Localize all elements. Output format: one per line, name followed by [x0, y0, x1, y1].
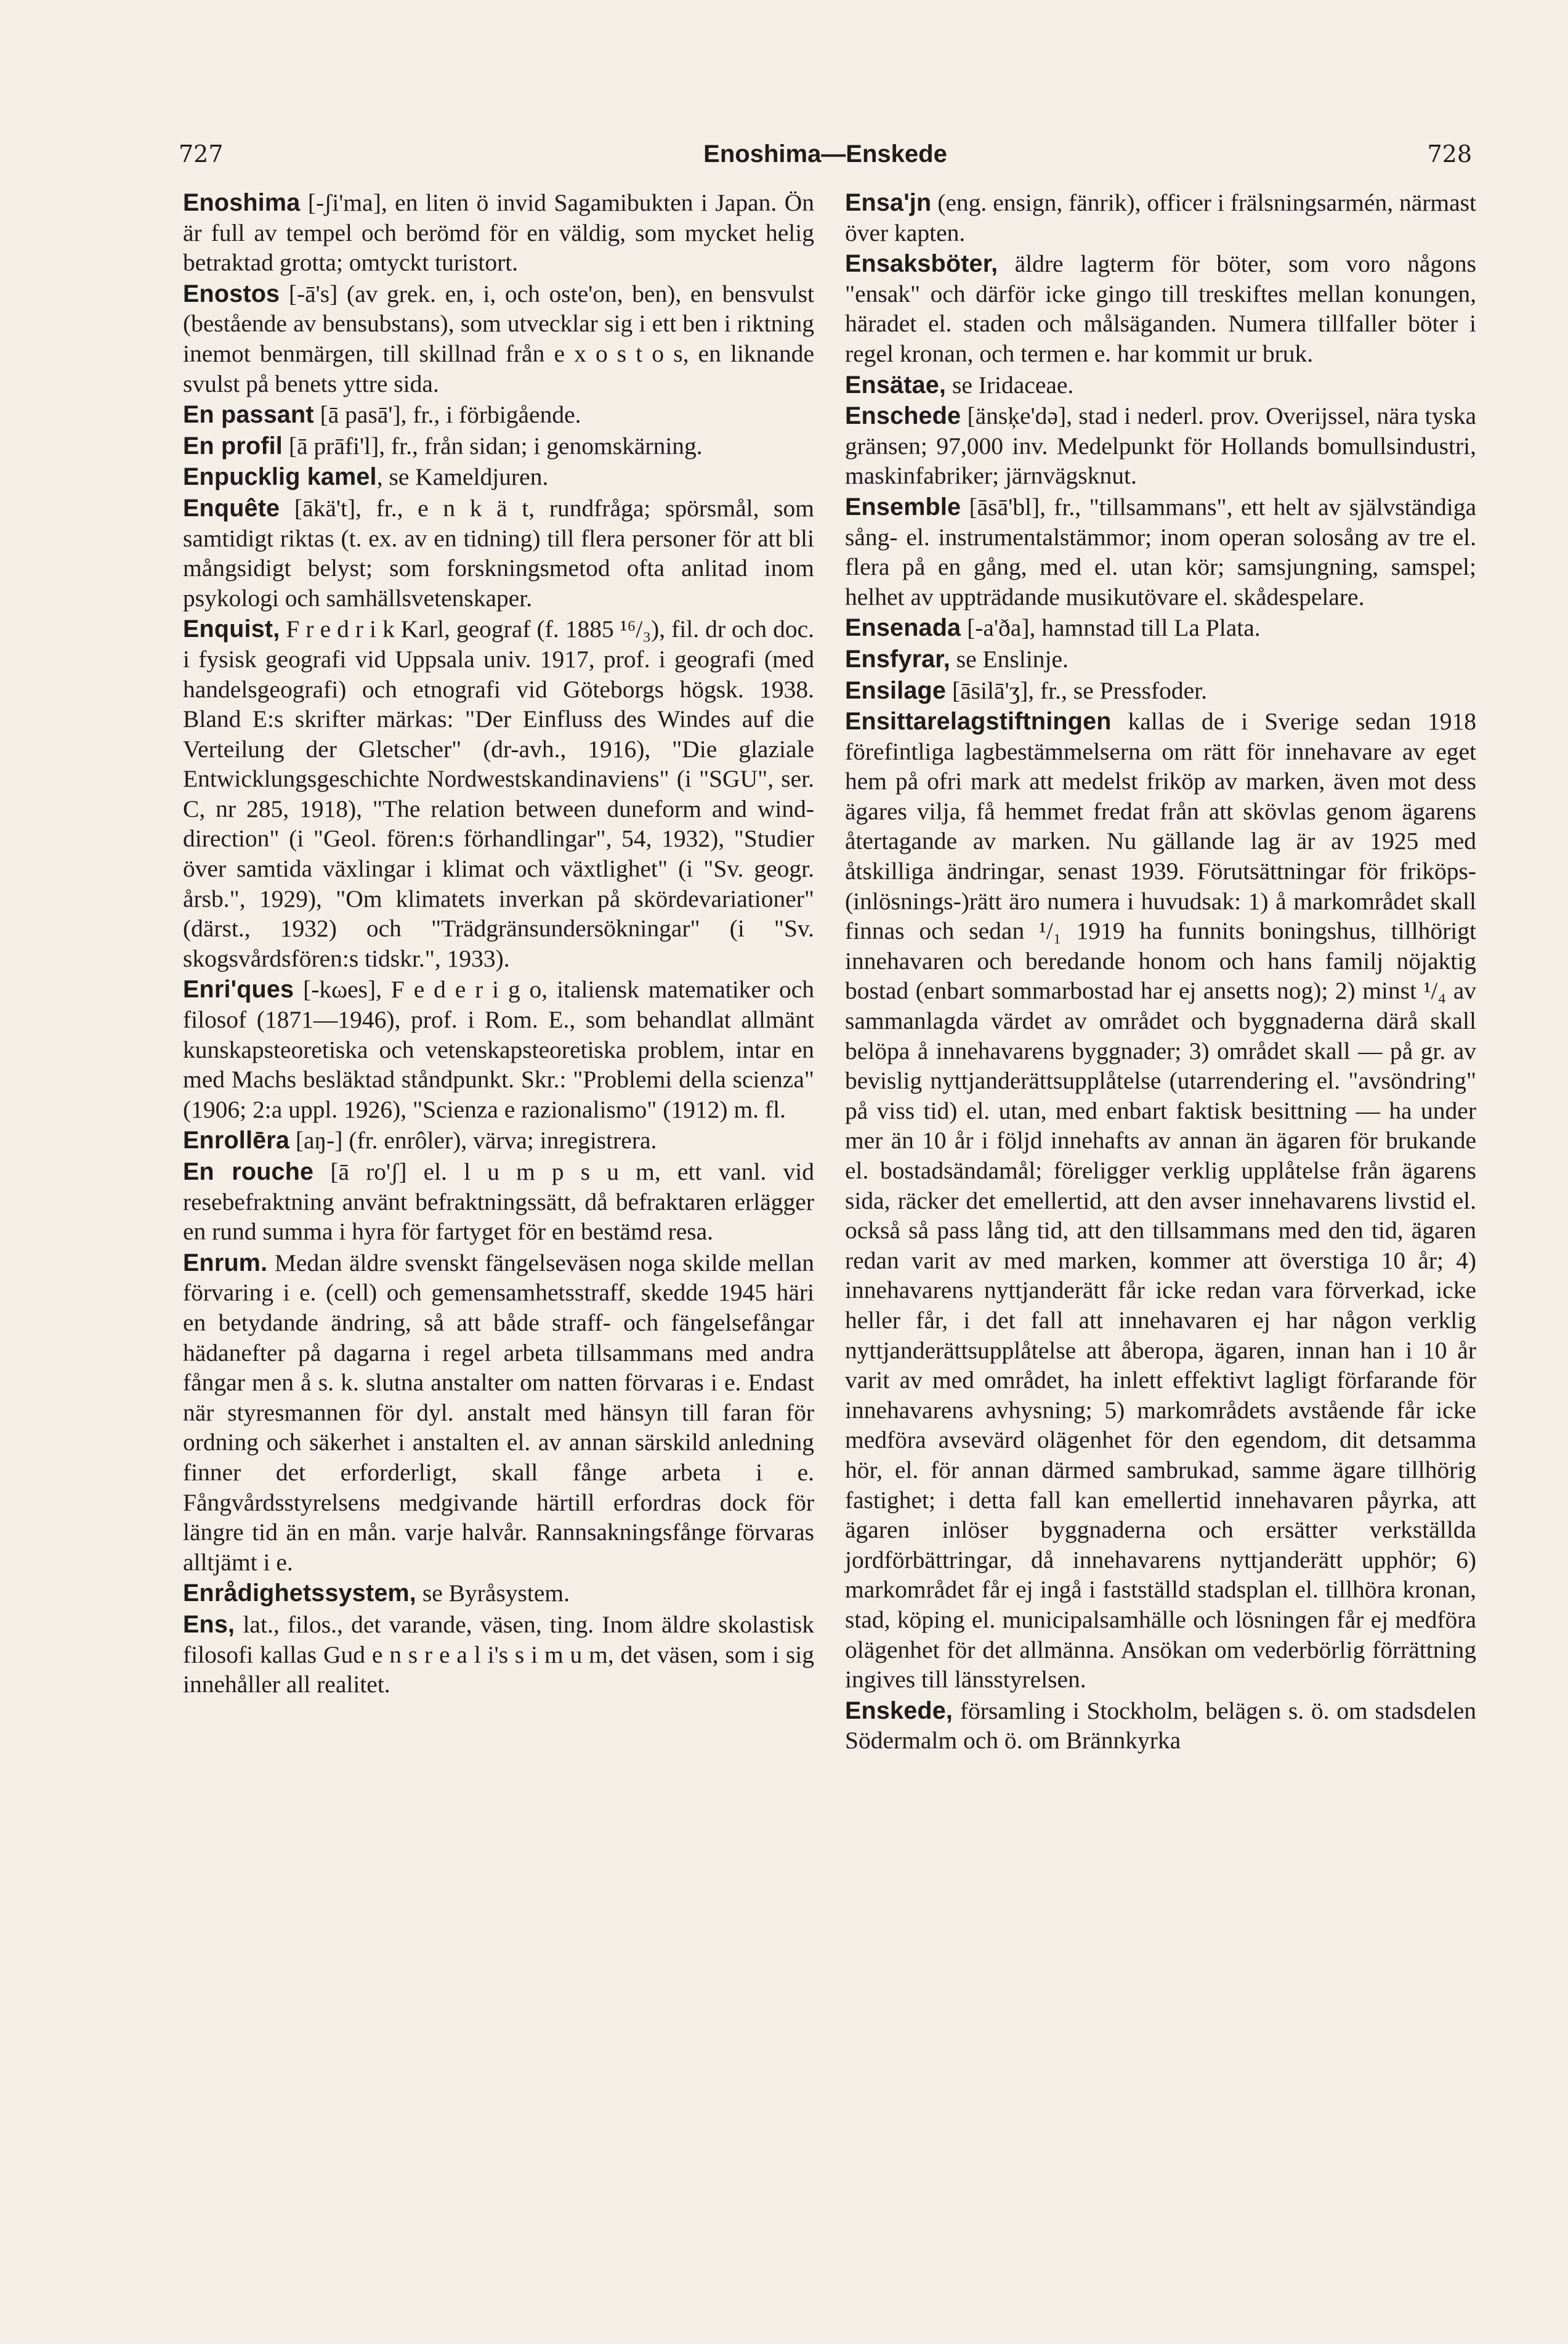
- entry-text: Medan äldre svenskt fängelseväsen noga skilde mellan förvaring i e. (cell) och gemensamhetsstraff, skedde 1945 häri en betydande ändring, så att både straff- och fängelsefångar hädanefter på dagarna i regel arbeta tillsammans med andra fångar men å s. k. slutna anstalter om natten förvaras i e. Endast när styresmannen för dyl. anstalt med hänsyn till faran för ordning och säkerhet i anstalten el. av annan särskild anledning finner det erforderligt, skall fånge arbeta i e. Fångvårdsstyrelsens medgivande härtill erfordras dock för längre tid än en mån. varje halvår. Rannsakningsfånge förvaras alltjämt i e.: [183, 1249, 814, 1576]
- entry-headword: Ensa'jn: [845, 189, 932, 216]
- entry-text: [änsķe'də], stad i nederl. prov. Overijssel, nära tyska gränsen; 97,000 inv. Medelpunkt för Hollands bomullsindustri, maskinfabriker; järnvägsknut.: [845, 402, 1476, 490]
- entry-text: kallas de i Sverige sedan 1918 förefintliga lagbestämmelserna om rätt för innehavare av eget hem på ofri mark att medelst friköp av marken, även mot dess ägares vilja, få hemmet fredat från att skövlas genom ägarens återtagande av marken. Nu gällande lag är av 1925 med åtskilliga ändringar, senast 1939. Förutsättningar för friköps- (inlösnings-)rätt äro numera i huvudsak: 1) å markområdet skall finnas och sedan ¹/₁ 1919 ha funnits boningshus, tillhörigt innehavaren och beredande honom och hans familj nöjaktig bostad (enbart sommarbostad har ej ansetts nog); 2) minst ¹/₄ av sammanlagda värdet av området och byggnaderna därå skall belöpa å innehavarens byggnader; 3) området skall — på gr. av bevislig nyttjanderättsupplåtelse (utarrendering el. "avsöndring" på viss tid) el. utan, med enbart faktisk besittning — ha under mer än 10 år i följd innehafts av annan än ägaren för brukande el. bostadsändamål; föreligger verklig upplåtelse från ägarens sida, räcker det emellertid, att den avser innehavarens livstid el. också så pass lång tid, att den tillsammans med den tid, ägaren redan varit av med marken, kommer att överstiga 10 år; 4) innehavarens nyttjanderätt får icke redan vara förverkad, icke heller får, i det fall att innehavaren ej har någon verklig nyttjanderättsupplåtelse att åberopa, ägaren, innan han i 10 år varit av med området, ha inlett effektivt lagligt förfarande för innehavarens avhysning; 5) markområdets avstående får icke medföra avsevärd olägenhet för den egendom, dit detsamma hör, el. för annan därmed sambrukad, samme ägare tillhörig fastighet; i detta fall kan emellertid innehavaren påyrka, att ägaren inlöser byggnaderna och ersätter verkställda jordförbättringar, då innehavarens nyttjanderätt upphör; 6) markområdet får ej ingå i fastställd stadsplan el. tillhöra kronan, stad, köping el. municipalsamhälle och lösningen får ej medföra olägenhet för det allmänna. Ansökan om vederbörlig förrättning ingives till länsstyrelsen.: [845, 708, 1476, 1693]
- dictionary-entry: [845, 492, 1476, 612]
- entry-headword: Ensemble: [845, 493, 961, 521]
- left-column: [183, 188, 814, 1701]
- entry-text: [āsilā'ʒ], fr., se Pressfoder.: [946, 676, 1207, 704]
- entry-headword: Enrådighetssystem,: [183, 1580, 416, 1607]
- dictionary-entry: [183, 614, 814, 973]
- entry-text: [āsā'bl], fr., "tillsammans", ett helt av självständiga sång- el. instrumentalstämmor; inom operan solosång av tre el. flera på en gång, med el. utan kör; samsjungning, samspel; helhet av uppträdande musikutövare el. skådespelare.: [845, 493, 1476, 610]
- entry-text: (eng. ensign, fänrik), officer i frälsningsarmén, närmast över kapten.: [845, 189, 1476, 246]
- entry-text: äldre lagterm för böter, som voro någons "ensak" och därför icke gingo till treskiftes mellan konungen, häradet el. staden och målsäganden. Numera tillfaller böter i regel kronan, och termen e. har kommit ur bruk.: [845, 250, 1476, 367]
- dictionary-entry: [183, 1578, 814, 1608]
- dictionary-entry: [183, 279, 814, 399]
- page-header: [179, 134, 1472, 177]
- entry-headword: Enostos: [183, 280, 280, 307]
- page-number-right: 728: [1427, 140, 1472, 168]
- entry-headword: Enoshima: [183, 189, 301, 216]
- entry-headword: Enrum.: [183, 1249, 268, 1276]
- entry-headword: Enpucklig kamel: [183, 463, 377, 491]
- dictionary-entry: [845, 249, 1476, 368]
- entry-headword: Enquête: [183, 494, 280, 522]
- entry-text: [ā prāfi'l], fr., från sidan; i genomskärning.: [282, 432, 703, 460]
- entry-text: [-a'ða], hamnstad till La Plata.: [961, 614, 1261, 642]
- entry-text: lat., filos., det varande, väsen, ting. Inom äldre skolastisk filosofi kallas Gud e n s r e a l i's s i m u m, det väsen, som i sig innehåller all realitet.: [183, 1610, 814, 1698]
- entry-text: [ā pasā'], fr., i förbigående.: [313, 401, 581, 429]
- entry-headword: En profil: [183, 432, 283, 460]
- entry-headword: Ens,: [183, 1610, 235, 1638]
- dictionary-entry: [845, 644, 1476, 675]
- entry-text: [-kωes], F e d e r i g o, italiensk matematiker och filosof (1871—1946), prof. i Rom. E., som behandlat allmänt kunskapsteoretiska och vetenskapsteoretiska problem, intar en med Machs besläktad ståndpunkt. Skr.: "Problemi della scienza" (1906; 2:a uppl. 1926), "Scienza e razionalismo" (1912) m. fl.: [183, 976, 814, 1123]
- dictionary-entry: [183, 975, 814, 1124]
- entry-headword: Ensaksböter,: [845, 250, 998, 278]
- entry-text: se Byråsystem.: [416, 1580, 570, 1607]
- dictionary-entry: [183, 400, 814, 430]
- entry-text: se Iridaceae.: [946, 371, 1074, 399]
- entry-text: [-ʃi'ma], en liten ö invid Sagamibukten i Japan. Ön är full av tempel och berömd för en väldig, som mycket helig betraktad grotta; omtyckt turistort.: [183, 189, 814, 277]
- entry-headword: Ensfyrar,: [845, 645, 950, 673]
- entry-headword: Enrollēra: [183, 1127, 290, 1154]
- dictionary-entry: [183, 1248, 814, 1578]
- dictionary-entry: [183, 462, 814, 492]
- dictionary-entry: [845, 676, 1476, 706]
- running-head: Enoshima—Enskede: [703, 140, 947, 168]
- dictionary-entry: [845, 707, 1476, 1695]
- dictionary-entry: [183, 493, 814, 613]
- entry-headword: En rouche: [183, 1158, 314, 1185]
- entry-headword: En passant: [183, 401, 314, 429]
- entry-text: [aŋ-] (fr. enrôler), värva; inregistrera.: [289, 1127, 657, 1154]
- entry-headword: Enskede,: [845, 1697, 953, 1724]
- entry-headword: Ensenada: [845, 614, 961, 642]
- entry-text: [ā ro'ʃ] el. l u m p s u m, ett vanl. vid resebefraktning använt befraktningssätt, då befraktaren erlägger en rund summa i hyra för fartyget för en bestämd resa.: [183, 1158, 814, 1246]
- dictionary-entry: [845, 1696, 1476, 1756]
- entry-text: [-ā's] (av grek. en, i, och oste'on, ben), en bensvulst (bestående av bensubstans), som utvecklar sig i ett ben i riktning inemot benmärgen, till skillnad från e x o s t o s, en liknande svulst på benets yttre sida.: [183, 280, 814, 397]
- right-column: [845, 188, 1476, 1757]
- entry-text: , se Kameldjuren.: [376, 463, 549, 491]
- entry-text: [ākä't], fr., e n k ä t, rundfråga; spörsmål, som samtidigt riktas (t. ex. av en tidning) till flera personer för att bli mångsidigt belyst; som forskningsmetod ofta anlitad inom psykologi och samhällsvetenskaper.: [183, 494, 814, 612]
- dictionary-entry: [183, 1157, 814, 1247]
- dictionary-entry: [845, 370, 1476, 400]
- entry-headword: Ensilage: [845, 676, 947, 704]
- entry-headword: Enquist,: [183, 615, 280, 643]
- entry-headword: Enschede: [845, 402, 961, 430]
- entry-text: F r e d r i k Karl, geograf (f. 1885 ¹⁶/₃), fil. dr och doc. i fysisk geografi vid Uppsala univ. 1917, prof. i geografi (med handelsgeografi) och etnografi vid Göteborgs högsk. 1938. Bland E:s skrifter märkas: "Der Einfluss des Windes auf die Verteilung der Gletscher" (dr-avh., 1916), "Die glaziale Entwicklungsgeschichte Nordwestskandinaviens" (i "SGU", ser. C, nr 285, 1918), "The relation between duneform and wind-direction" (i "Geol. fören:s förhandlingar", 54, 1932), "Studier över samtida växlingar i klimat och växtlighet" (i "Sv. geogr. årsb.", 1929), "Om klimatets inverkan på skördevariationer" (därst., 1932) och "Trädgränsundersökningar" (i "Sv. skogsvårdsfören:s tidskr.", 1933).: [183, 615, 814, 972]
- dictionary-entry: [183, 431, 814, 461]
- entry-headword: Enri'ques: [183, 976, 294, 1004]
- entry-headword: Ensittarelagstiftningen: [845, 708, 1112, 736]
- entry-headword: Ensätae,: [845, 371, 947, 399]
- dictionary-entry: [183, 1125, 814, 1156]
- dictionary-entry: [183, 1610, 814, 1700]
- dictionary-entry: [845, 613, 1476, 643]
- entry-text: se Enslinje.: [950, 645, 1069, 673]
- entry-text: församling i Stockholm, belägen s. ö. om stadsdelen Södermalm och ö. om Brännkyrka: [845, 1697, 1476, 1754]
- page-number-left: 727: [179, 140, 224, 168]
- dictionary-entry: [183, 188, 814, 278]
- dictionary-entry: [845, 188, 1476, 248]
- dictionary-entry: [845, 401, 1476, 491]
